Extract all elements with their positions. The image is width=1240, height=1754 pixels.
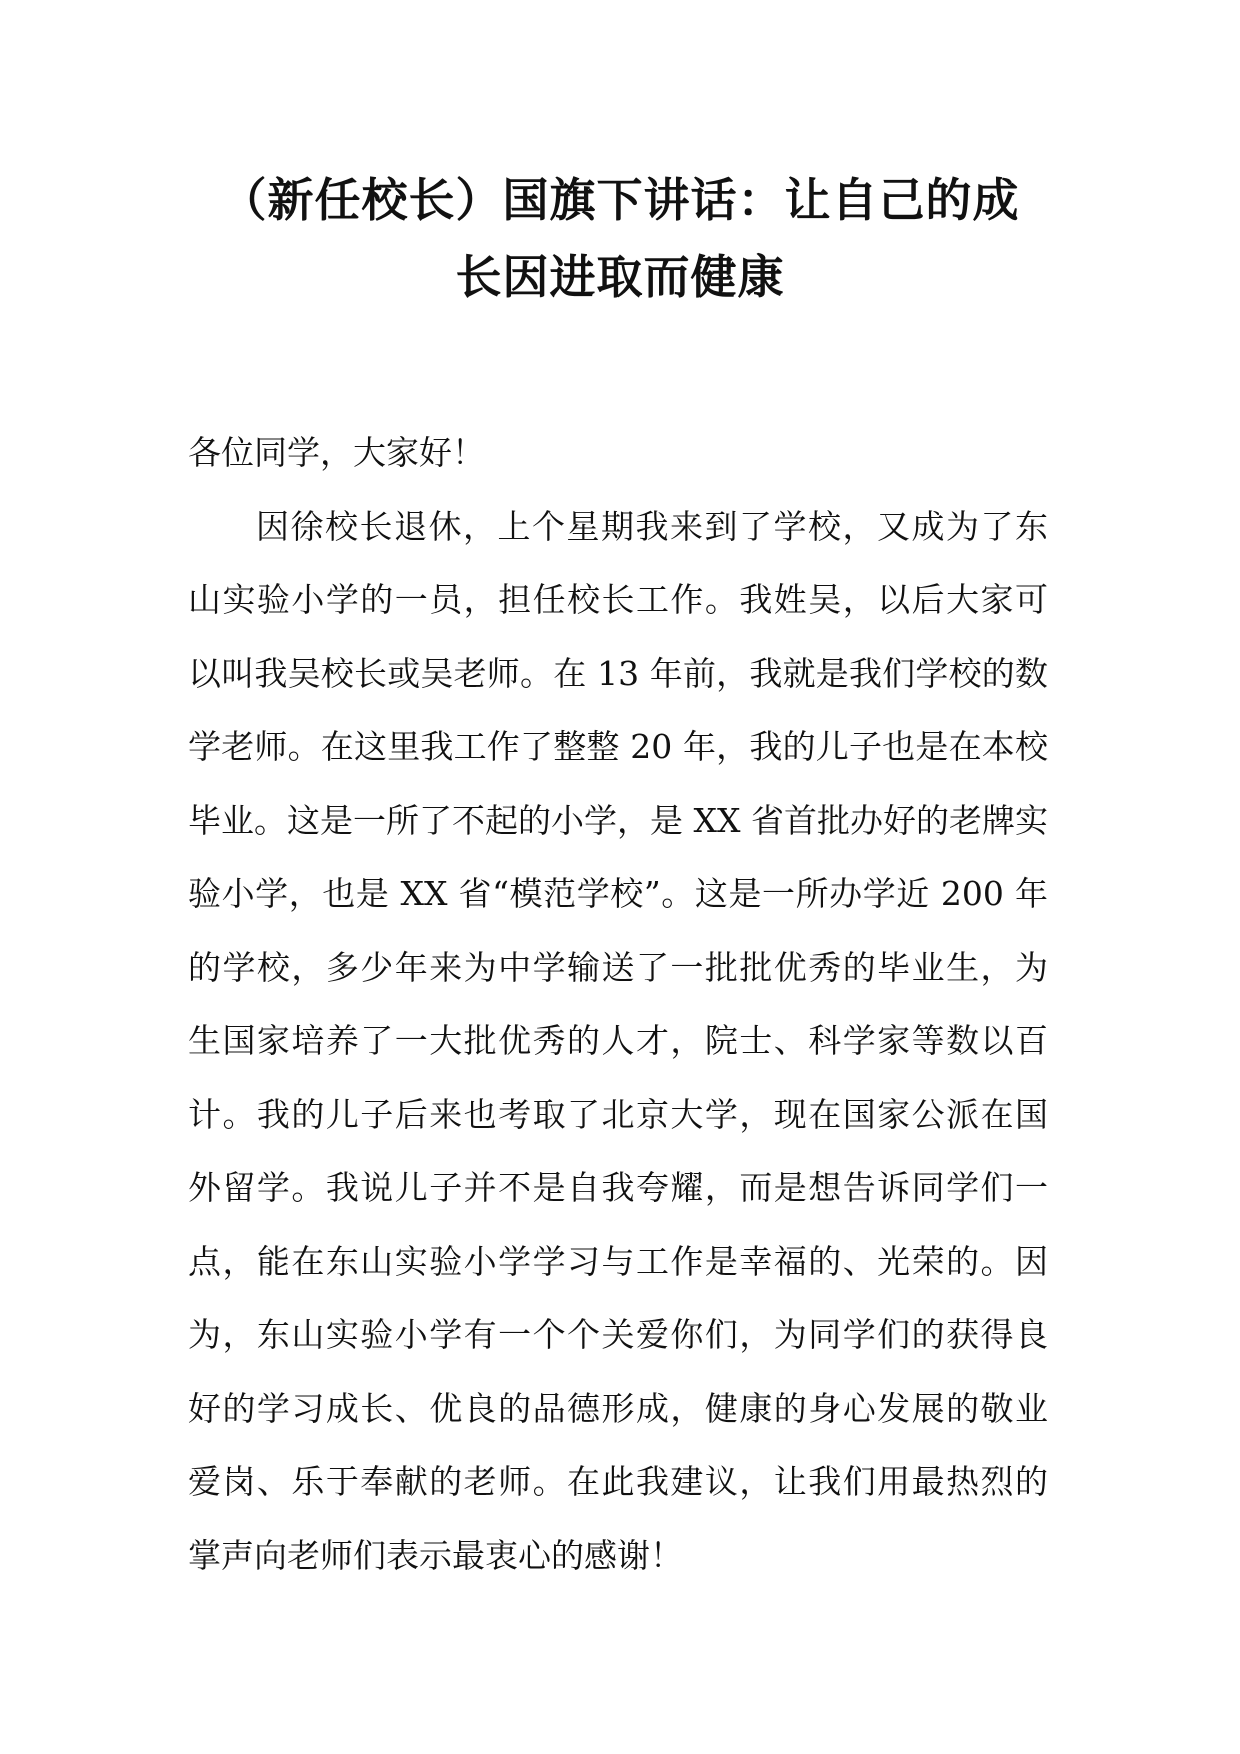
paragraph-line: 计。我的儿子后来也考取了北京大学，现在国家公派在国 [188, 1094, 1048, 1134]
paragraph-line: 爱岗、乐于奉献的老师。在此我建议，让我们用最热烈的 [188, 1462, 1048, 1501]
paragraph-line: 以叫我吴校长或吴老师。在 13 年前，我就是我们学校的数 [188, 653, 1048, 693]
paragraph-line: 验小学，也是 XX 省“模范学校”。这是一所办学近 200 年 [188, 874, 1048, 913]
paragraph-line: 为，东山实验小学有一个个关爱你们，为同学们的获得良 [188, 1315, 1048, 1354]
paragraph-line: 生国家培养了一大批优秀的人才，院士、科学家等数以百 [188, 1021, 1048, 1060]
paragraph-line: 掌声向老师们表示最衷心的感谢！ [188, 1535, 683, 1575]
paragraph-line: 点，能在东山实验小学学习与工作是幸福的、光荣的。因 [188, 1241, 1048, 1281]
title-line-1: （新任校长）国旗下讲话：让自己的成 [220, 173, 1020, 227]
paragraph-line: 毕业。这是一所了不起的小学，是 XX 省首批办好的老牌实 [188, 800, 1048, 840]
greeting: 各位同学，大家好！ [188, 433, 485, 472]
document-title [180, 162, 1060, 316]
title-line-2: 长因进取而健康 [455, 250, 785, 304]
speech-paragraph [188, 490, 1048, 1593]
paragraph-line: 因徐校长退休，上个星期我来到了学校，又成为了东 [256, 506, 1048, 546]
paragraph-line: 好的学习成长、优良的品德形成，健康的身心发展的敬业 [188, 1388, 1048, 1428]
paragraph-line: 山实验小学的一员，担任校长工作。我姓吴，以后大家可 [188, 580, 1048, 619]
paragraph-line: 的学校，多少年来为中学输送了一批批优秀的毕业生，为 [188, 947, 1048, 987]
paragraph-line: 外留学。我说儿子并不是自我夸耀，而是想告诉同学们一 [188, 1168, 1048, 1207]
document-body [188, 416, 1048, 1592]
paragraph-line: 学老师。在这里我工作了整整 20 年，我的儿子也是在本校 [188, 727, 1048, 766]
